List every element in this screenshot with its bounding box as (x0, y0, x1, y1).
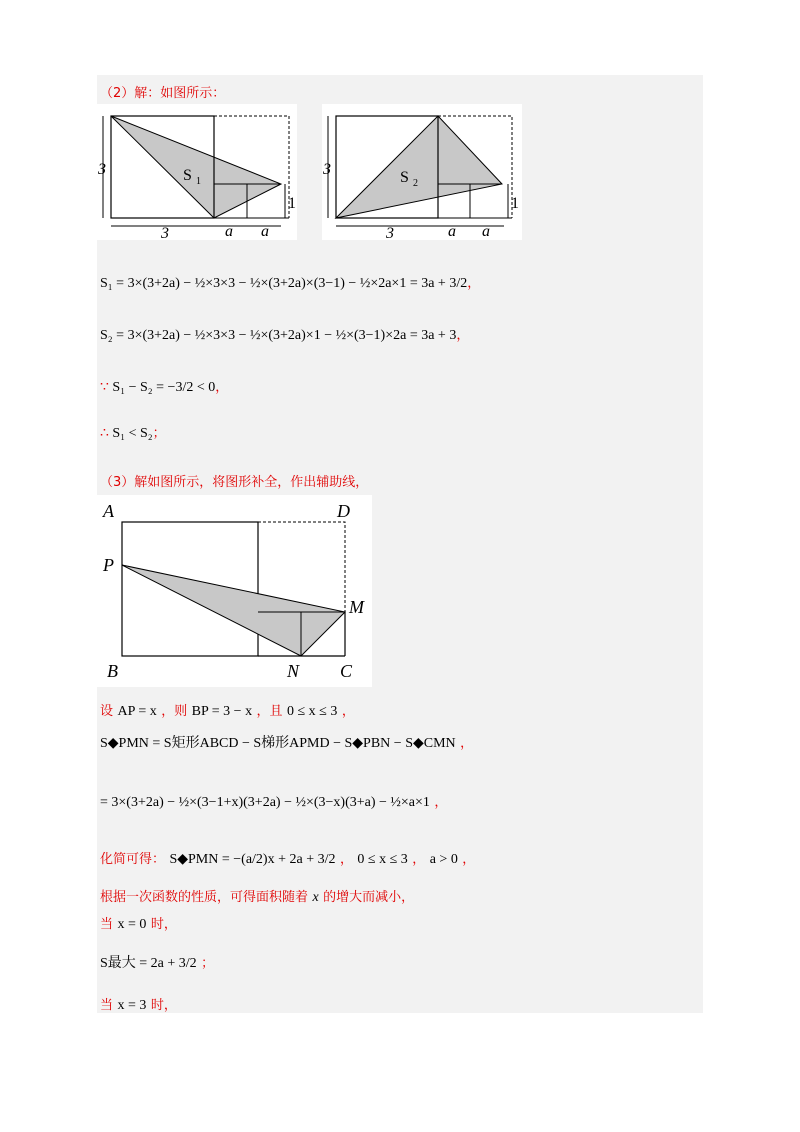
label-p: P (103, 555, 114, 575)
fig1-a2-label: a (261, 223, 269, 240)
fig1-a1-label: a (225, 223, 233, 240)
fig2-a1-label: a (448, 223, 456, 240)
label-n: N (287, 661, 300, 681)
fig2-right-label: 1 (511, 195, 519, 212)
triangle-s2 (336, 116, 502, 218)
label-d: D (337, 501, 350, 521)
fig2-side-label: 3 (323, 161, 331, 178)
part3-heading: （3）解如图所示，将图形补全，作出辅助线， (100, 475, 369, 490)
fig1-s-label: S (183, 167, 192, 184)
case-x-three: 当 x = 3 时， (100, 998, 177, 1013)
therefore-symbol: ∴ (100, 426, 109, 441)
because-symbol: ∵ (100, 380, 109, 395)
max-area: S最大 = 2a + 3/2 ； (100, 956, 215, 971)
label-c: C (340, 661, 353, 681)
area-expression: = 3×(3+2a) − ½×(3−1+x)(3+2a) − ½×(3−x)(3+a) − ½×a×1 ， (100, 795, 448, 810)
label-m: M (349, 597, 364, 617)
triangle-s1 (111, 116, 281, 218)
part2-heading: （2）解：如图所示： (100, 86, 226, 101)
label-a: A (103, 501, 114, 521)
setup-line: 设 AP = x ，则 BP = 3 − x ，且 0 ≤ x ≤ 3 ， (100, 704, 355, 719)
linear-function-property: 根据一次函数的性质，可得面积随着 x 的增大而减小， (100, 890, 415, 905)
case-x-zero: 当 x = 0 时， (100, 917, 177, 932)
simplified-area: 化简可得： S◆PMN = −(a/2)x + 2a + 3/2 ， 0 ≤ x ≤ 3 ， a > 0 ， (100, 852, 476, 867)
fig2-a2-label: a (482, 223, 490, 240)
figure-pmn (97, 495, 372, 687)
fig1-bottom-label: 3 (161, 225, 169, 240)
equation-s2: S₂ = 3×(3+2a) − ½×3×3 − ½×(3+2a)×1 − ½×(3−1)×2a = 3a + 3， (100, 328, 470, 343)
fig2-bottom-label: 3 (386, 225, 394, 240)
figure-s2 (322, 104, 522, 240)
fig2-s-label: S (400, 169, 409, 186)
triangle-pmn (122, 565, 345, 656)
figure-s1 (97, 104, 297, 240)
equation-conclusion: ∴ S₁ < S₂； (100, 426, 166, 441)
label-b: B (107, 661, 118, 681)
fig1-right-label: 1 (288, 195, 296, 212)
area-decomposition: S◆PMN = S矩形ABCD − S梯形APMD − S◆PBN − S◆CMN ， (100, 736, 474, 751)
fig2-s-sub: 2 (413, 178, 418, 189)
fig1-side-label: 3 (98, 161, 106, 178)
equation-s1: S₁ = 3×(3+2a) − ½×3×3 − ½×(3+2a)×(3−1) − ½×2a×1 = 3a + 3/2， (100, 276, 481, 291)
fig1-s-sub: 1 (196, 176, 201, 187)
equation-difference: ∵ S₁ − S₂ = −3/2 < 0， (100, 380, 229, 395)
